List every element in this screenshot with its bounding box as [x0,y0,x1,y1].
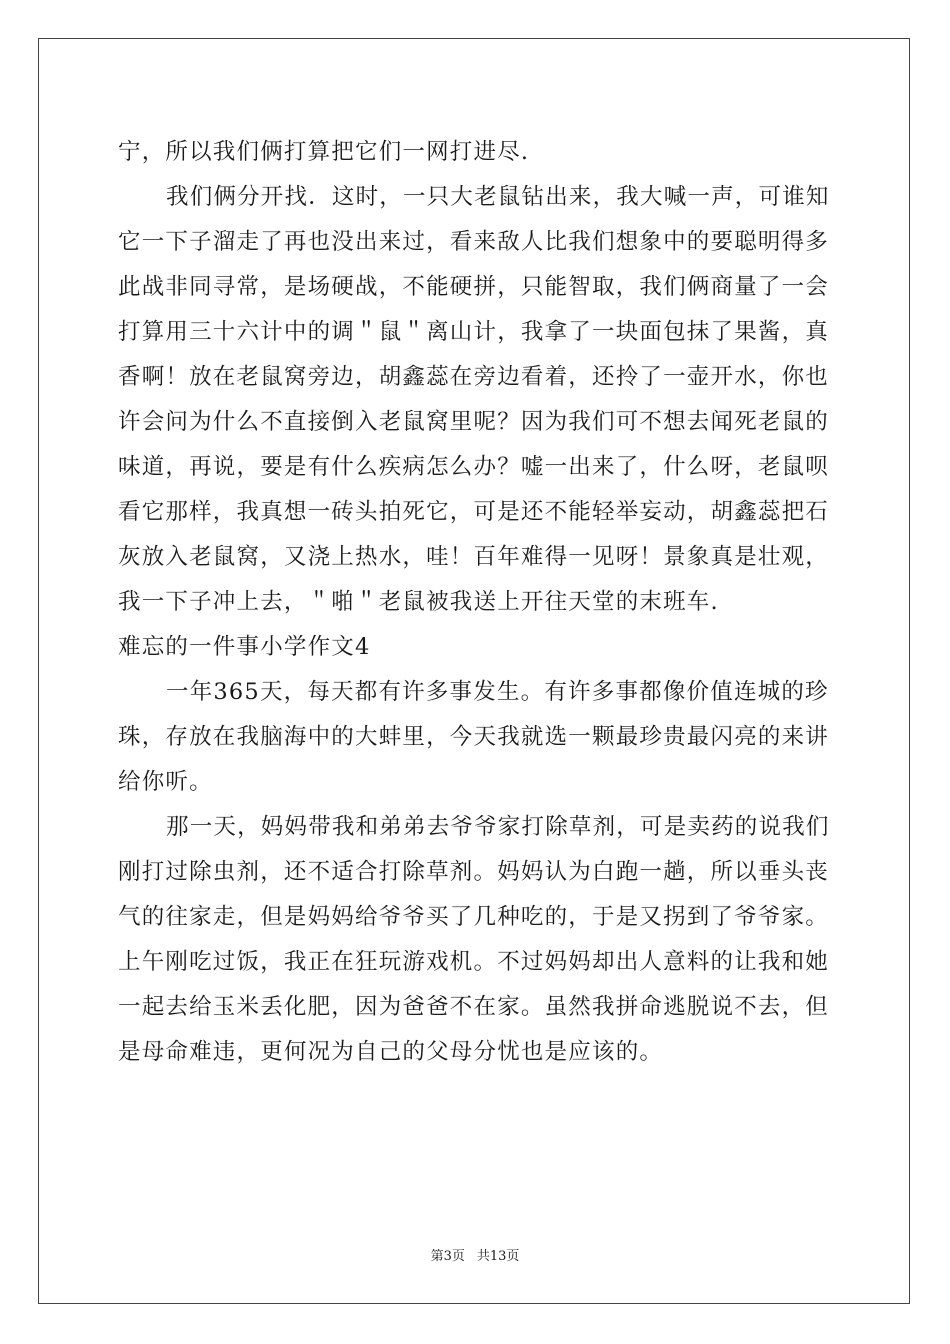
text-line: 一起去给玉米丢化肥，因为爸爸不在家。虽然我拼命逃脱说不去，但 [118,994,830,1020]
text-line: 灰放入老鼠窝，又浇上热水，哇！百年难得一见呀！景象真是壮观， [118,544,830,570]
text-line: 上午刚吃过饭，我正在狂玩游戏机。不过妈妈却出人意料的让我和她 [118,949,830,975]
text-line: 是母命难违，更何况为自己的父母分忧也是应该的。 [118,1039,664,1065]
text-line: 看它那样，我真想一砖头拍死它，可是还不能轻举妄动，胡鑫蕊把石 [118,499,830,525]
text-line: 我一下子冲上去，＂啪＂老鼠被我送上开往天堂的末班车. [118,589,719,615]
text-line: 它一下子溜走了再也没出来过，看来敌人比我们想象中的要聪明得多 [118,229,830,255]
text-line: 许会问为什么不直接倒入老鼠窝里呢？因为我们可不想去闻死老鼠的 [118,409,830,435]
text-line: 刚打过除虫剂，还不适合打除草剂。妈妈认为白跑一趟，所以垂头丧 [118,859,830,885]
text-line: 味道，再说，要是有什么疾病怎么办？嘘一出来了，什么呀，老鼠呗 [118,454,830,480]
text-line: 宁，所以我们俩打算把它们一网打进尽. [118,139,530,165]
text-line: 打算用三十六计中的调＂鼠＂离山计，我拿了一块面包抹了果酱，真 [118,319,830,345]
text-line: 给你听。 [118,769,213,795]
page-footer [0,1249,950,1265]
page-number: 第3页 [430,1249,465,1264]
text-line: 气的往家走，但是妈妈给爷爷买了几种吃的，于是又拐到了爷爷家。 [118,904,830,930]
paragraph-first-line: 我们俩分开找．这时，一只大老鼠钻出来，我大喊一声，可谁知 [166,184,830,210]
page-total: 共13页 [476,1249,520,1264]
text-line: 香啊！放在老鼠窝旁边，胡鑫蕊在旁边看着，还拎了一壶开水，你也 [118,364,830,390]
section-heading: 难忘的一件事小学作文4 [118,634,371,660]
text-line: 珠，存放在我脑海中的大蚌里，今天我就选一颗最珍贵最闪亮的来讲 [118,724,830,750]
paragraph-first-line: 一年365天，每天都有许多事发生。有许多事都像价值连城的珍 [166,679,829,705]
paragraph-first-line: 那一天，妈妈带我和弟弟去爷爷家打除草剂，可是卖药的说我们 [166,814,830,840]
text-line: 此战非同寻常，是场硬战，不能硬拼，只能智取，我们俩商量了一会 [118,274,830,300]
